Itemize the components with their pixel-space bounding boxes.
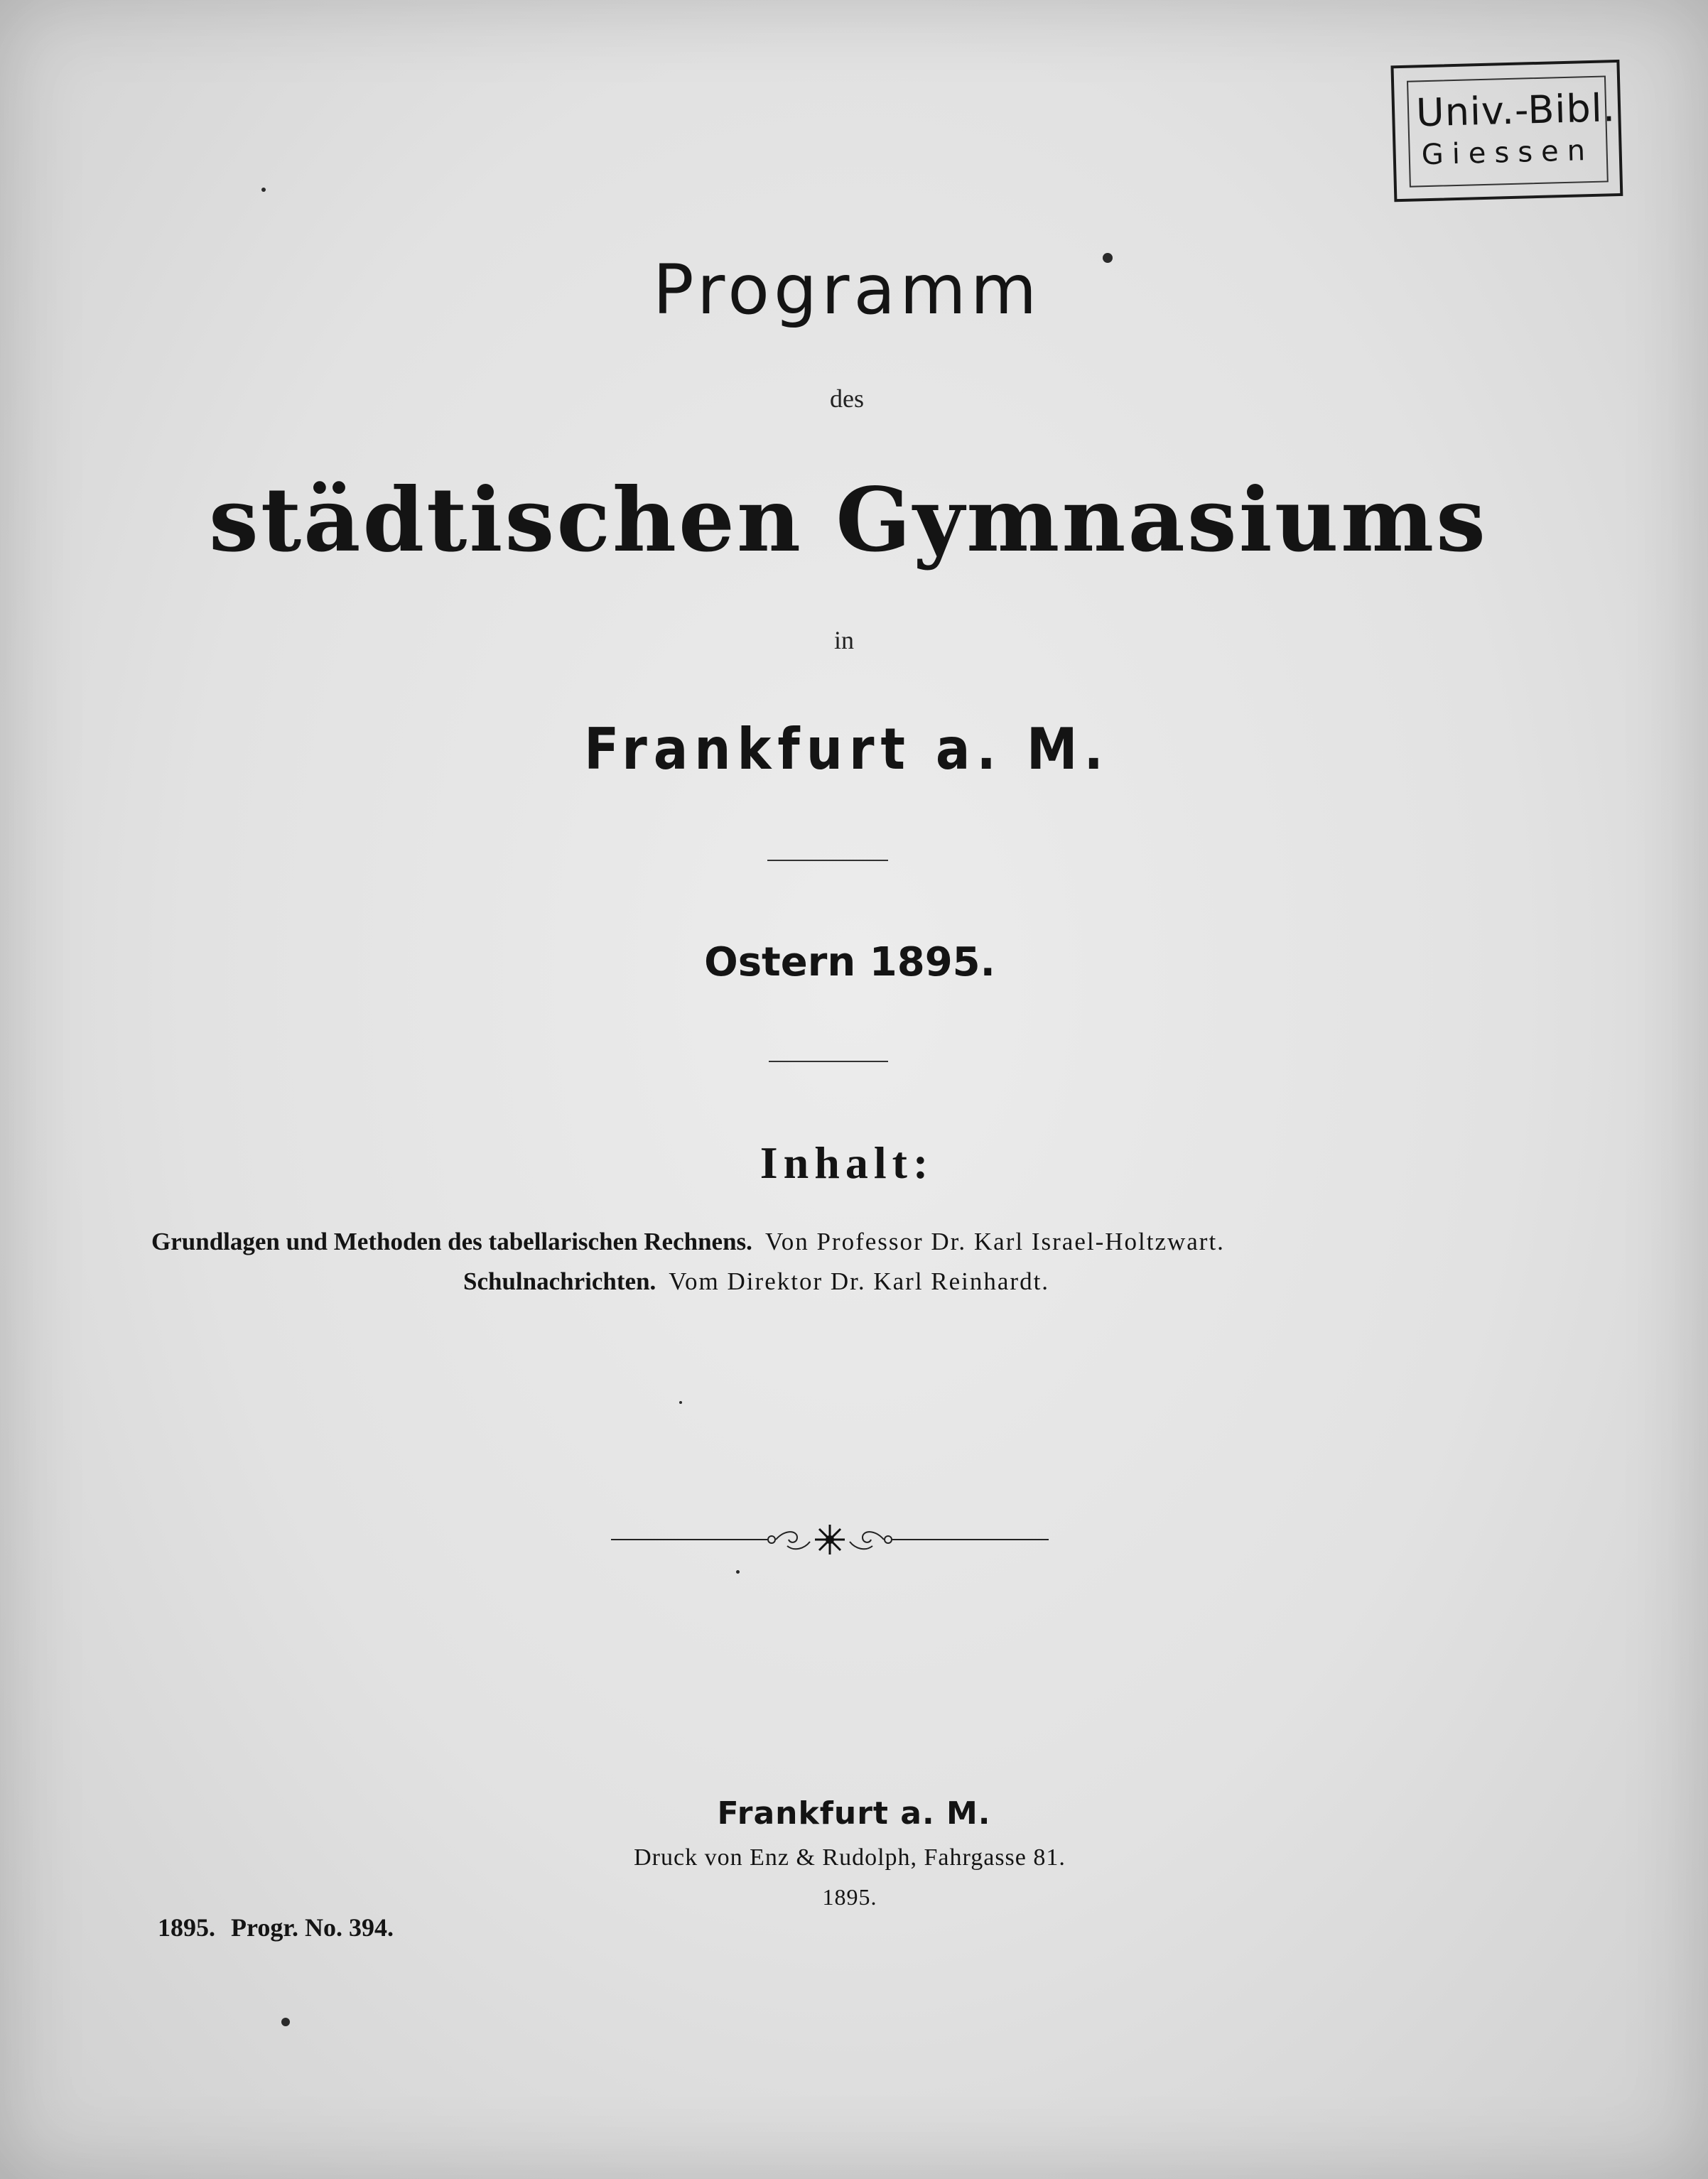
paper-speck bbox=[679, 1401, 682, 1404]
contents-item-title: Schulnachrichten. bbox=[463, 1267, 656, 1295]
imprint-city: Frankfurt a. M. bbox=[717, 1795, 991, 1832]
program-number-year: 1895. bbox=[158, 1913, 215, 1942]
contents-item-author: Von Professor Dr. Karl Israel-Holtzwart. bbox=[764, 1228, 1225, 1255]
imprint-year: 1895. bbox=[822, 1884, 877, 1910]
ornament-divider bbox=[611, 1520, 1049, 1559]
imprint-printer: Druck von Enz & Rudolph, Fahrgasse 81. bbox=[634, 1844, 1066, 1871]
contents-item bbox=[463, 1267, 1049, 1296]
divider-rule-bottom bbox=[769, 1061, 888, 1062]
paper-speck bbox=[261, 188, 266, 192]
library-stamp bbox=[1390, 60, 1628, 208]
contents-item-title: Grundlagen und Methoden des tabellarischen Rechnens. bbox=[151, 1228, 752, 1255]
contents-item bbox=[151, 1228, 1225, 1256]
contents-heading: Inhalt: bbox=[760, 1137, 934, 1188]
paper-speck bbox=[1103, 253, 1113, 263]
title-programm: Programm bbox=[652, 250, 1042, 330]
paper-speck bbox=[736, 1570, 740, 1574]
contents-item-author: Vom Direktor Dr. Karl Reinhardt. bbox=[669, 1267, 1050, 1295]
stamp-library-city: Giessen bbox=[1421, 134, 1594, 172]
publication-date: Ostern 1895. bbox=[704, 939, 995, 985]
stamp-library-name: Univ.-Bibl. bbox=[1415, 85, 1616, 136]
title-gymnasium: städtischen Gymnasiums bbox=[209, 469, 1488, 572]
title-des: des bbox=[830, 384, 864, 413]
paper-speck bbox=[281, 2018, 290, 2026]
program-number bbox=[158, 1913, 394, 1942]
divider-rule-top bbox=[767, 860, 888, 861]
title-city: Frankfurt a. M. bbox=[584, 716, 1110, 782]
program-number-label: Progr. No. 394. bbox=[231, 1913, 394, 1942]
title-in: in bbox=[833, 626, 854, 654]
